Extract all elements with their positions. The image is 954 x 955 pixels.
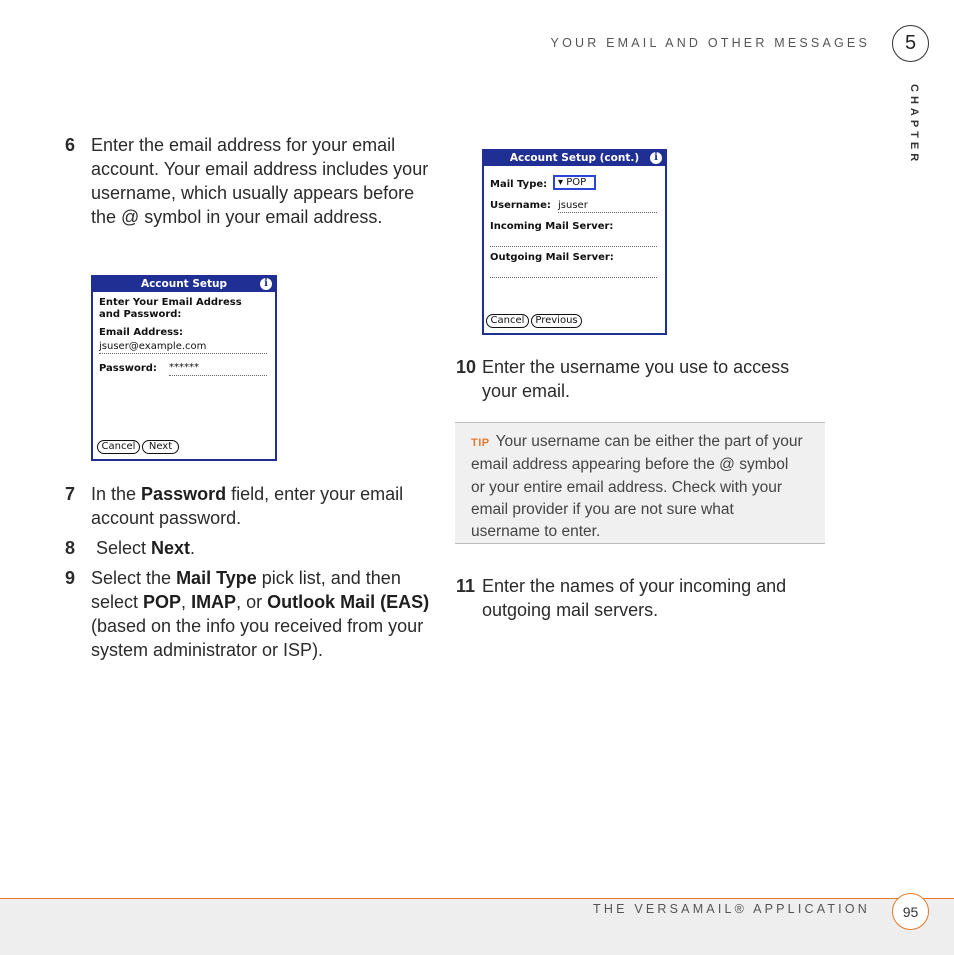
incoming-server-label: Incoming Mail Server: — [490, 221, 614, 232]
incoming-server-field[interactable] — [490, 246, 657, 247]
email-field-underline — [99, 353, 267, 354]
account-setup-screen — [91, 275, 277, 461]
username-label: Username: — [490, 200, 551, 211]
outgoing-server-label: Outgoing Mail Server: — [490, 252, 614, 263]
step-number: 7 — [65, 484, 76, 504]
email-field[interactable]: jsuser@example.com — [99, 341, 207, 352]
step-number: 6 — [65, 135, 76, 155]
prompt-line-2: and Password: — [99, 309, 182, 320]
step-text: Select the Mail Type pick list, and then select POP, IMAP, or Outlook Mail (EAS) (based on the info you received from your system administrator or ISP). — [91, 568, 430, 660]
password-field-underline — [169, 375, 267, 376]
step-text: Enter the email address for your email account. Your email address includes your username, which usually appears before the @ symbol in your email address. — [91, 135, 429, 227]
tip-text — [471, 431, 806, 543]
mail-type-value: POP — [566, 177, 587, 188]
step-text: Enter the username you use to access your email. — [482, 357, 790, 401]
cancel-button[interactable]: Cancel — [97, 440, 140, 454]
cancel-button[interactable]: Cancel — [486, 314, 529, 328]
footer-title: THE VERSAMAIL® APPLICATION — [593, 902, 870, 916]
step-text: Select Next. — [91, 538, 196, 558]
prompt-line-1: Enter Your Email Address — [99, 297, 242, 308]
username-field-underline — [558, 212, 657, 213]
tip-body: Your username can be either the part of your email address appearing before the @ symbol or your entire email address. Check with your email provider if you are not sure what username to enter. — [471, 433, 803, 541]
step-8 — [65, 536, 435, 560]
outgoing-server-field[interactable] — [490, 277, 657, 278]
step-number: 8 — [65, 538, 76, 558]
step-6 — [65, 133, 435, 229]
username-field[interactable]: jsuser — [558, 200, 588, 211]
step-9 — [65, 566, 440, 662]
tip-label: TIP — [471, 437, 490, 449]
chevron-down-icon: ▾ — [558, 177, 564, 188]
page-footer — [0, 898, 954, 955]
step-number: 11 — [456, 576, 476, 596]
step-number: 10 — [456, 357, 477, 377]
next-button[interactable]: Next — [142, 440, 179, 454]
chapter-number: 5 — [892, 25, 929, 62]
email-label: Email Address: — [99, 327, 184, 338]
step-10 — [456, 355, 826, 403]
mail-type-label: Mail Type: — [490, 179, 548, 190]
step-text: Enter the names of your incoming and outgoing mail servers. — [482, 576, 787, 620]
tip-box — [455, 422, 825, 544]
info-icon[interactable]: i — [260, 278, 272, 290]
info-icon[interactable]: i — [650, 152, 662, 164]
page-number: 95 — [892, 893, 929, 930]
step-7 — [65, 482, 435, 530]
step-number: 9 — [65, 568, 76, 588]
previous-button[interactable]: Previous — [531, 314, 582, 328]
mail-type-picker[interactable] — [553, 175, 596, 190]
chapter-label: CHAPTER — [908, 84, 920, 166]
screen-title: Account Setup — [93, 277, 275, 292]
step-11 — [456, 574, 826, 622]
password-label: Password: — [99, 363, 157, 374]
screen-title: Account Setup (cont.) — [484, 151, 665, 166]
running-head: YOUR EMAIL AND OTHER MESSAGES — [550, 36, 870, 50]
password-field[interactable]: ****** — [169, 362, 199, 373]
step-text: In the Password field, enter your email account password. — [91, 484, 404, 528]
account-setup-cont-screen — [482, 149, 667, 335]
